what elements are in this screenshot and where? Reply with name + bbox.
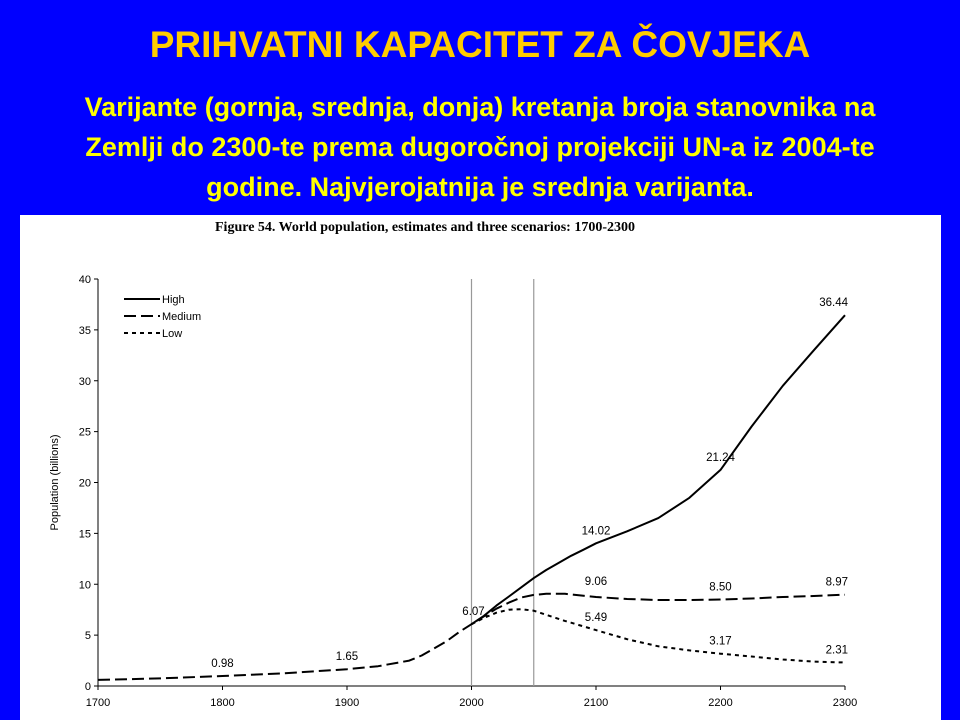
slide-title: PRIHVATNI KAPACITET ZA ČOVJEKA — [149, 24, 811, 65]
legend-label-low: Low — [162, 328, 183, 340]
population-chart — [20, 215, 941, 720]
chart-axes — [79, 274, 857, 709]
x-tick-label: 2100 — [583, 697, 609, 709]
y-tick-label: 10 — [78, 579, 91, 592]
y-tick-label: 40 — [78, 274, 91, 286]
x-tick-label: 1800 — [210, 697, 235, 709]
y-tick-label: 15 — [78, 528, 91, 541]
y-tick-label: 25 — [78, 426, 91, 439]
chart-data-labels — [211, 297, 848, 670]
data-label: 2.31 — [825, 644, 848, 657]
x-tick-label: 2200 — [708, 697, 733, 709]
series-line-low — [472, 609, 846, 662]
y-tick-label: 35 — [78, 324, 91, 337]
data-label: 1.65 — [335, 651, 359, 664]
data-label: 8.97 — [825, 576, 848, 589]
vertical-markers — [472, 279, 534, 686]
y-tick-label: 5 — [84, 630, 91, 643]
y-tick-label: 30 — [78, 375, 91, 388]
x-tick-label: 2000 — [459, 697, 484, 709]
legend-label-medium: Medium — [162, 311, 202, 323]
data-label: 5.49 — [584, 612, 608, 625]
data-label: 0.98 — [211, 658, 234, 671]
chart-panel — [20, 215, 941, 720]
subtitle-line-1: Varijante (gornja, srednja, donja) kretanja broja stanovnika na — [84, 92, 876, 122]
x-tick-label: 1700 — [85, 697, 111, 709]
y-tick-label: 0 — [84, 681, 91, 693]
data-label: 9.06 — [584, 575, 608, 588]
y-axis-label: Population (billions) — [49, 434, 61, 531]
data-label: 6.07 — [462, 606, 485, 619]
data-label: 36.44 — [819, 297, 848, 310]
subtitle-line-3: godine. Najvjerojatnija je srednja varijanta. — [206, 172, 754, 202]
data-label: 3.17 — [709, 635, 732, 648]
y-tick-label: 20 — [78, 477, 91, 490]
subtitle-line-2: Zemlji do 2300-te prema dugoročnoj projekciji UN-a iz 2004-te — [85, 132, 875, 162]
series-line-high — [472, 315, 846, 624]
legend-label-high: High — [162, 294, 185, 306]
data-label: 8.50 — [709, 581, 732, 594]
x-tick-label: 1900 — [334, 697, 360, 709]
chart-title: Figure 54. World population, estimates and three scenarios: 1700-2300 — [215, 220, 635, 235]
x-tick-label: 2300 — [832, 697, 858, 709]
data-label: 21.24 — [706, 451, 735, 464]
chart-legend — [124, 294, 201, 340]
slide-subtitle — [0, 87, 960, 207]
data-label: 14.02 — [581, 525, 611, 538]
